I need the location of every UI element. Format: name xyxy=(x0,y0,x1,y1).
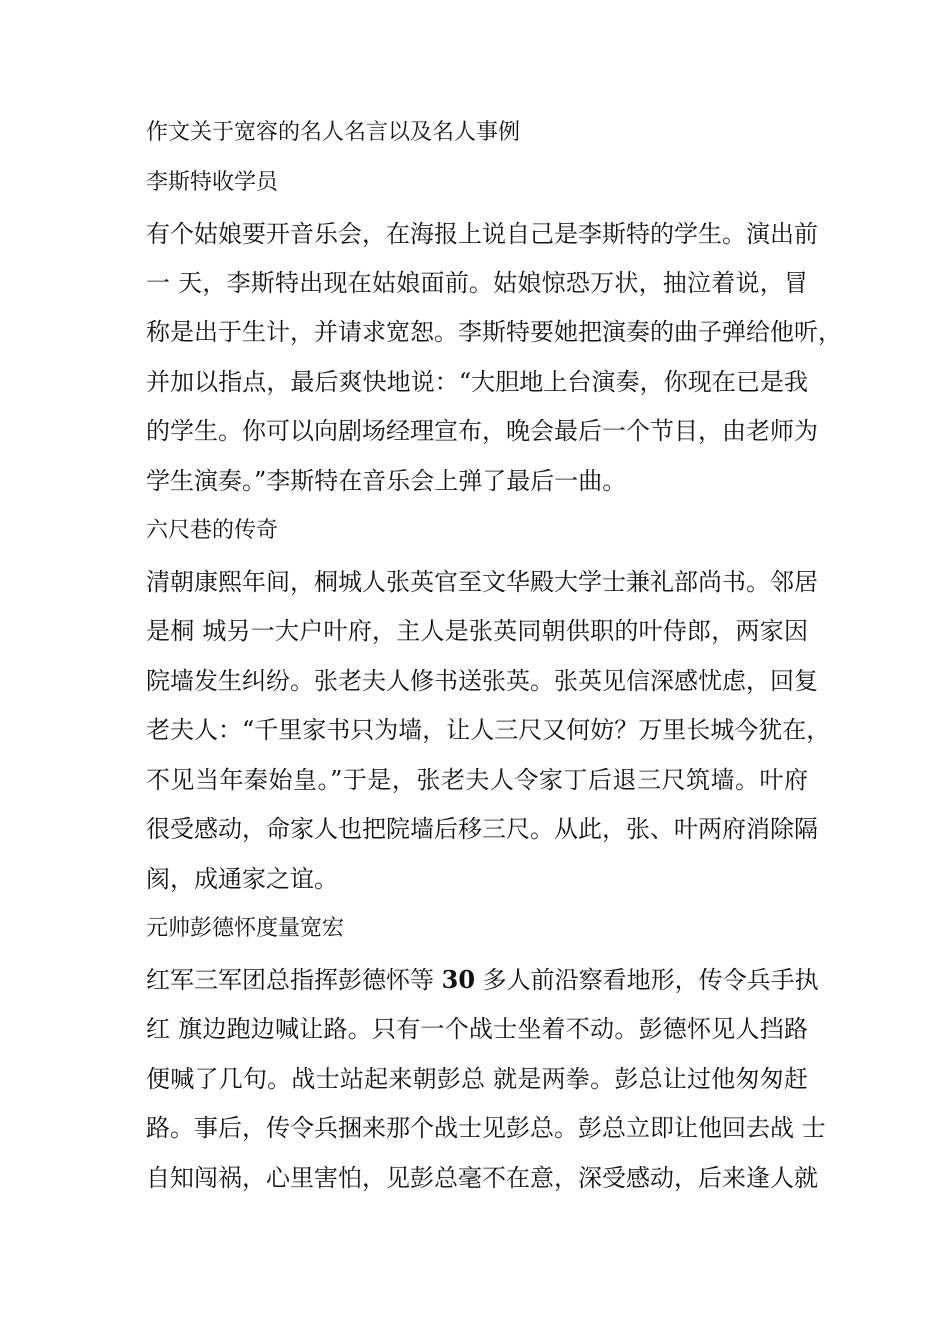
document-title: 作文关于宽容的名人名言以及名人事例 xyxy=(146,120,521,145)
paragraph-line: 是桐 城另一大户叶府，主人是张英同朝供职的叶侍郎，两家因 xyxy=(146,617,808,645)
section-heading-peng-dehuai: 元帅彭德怀度量宽宏 xyxy=(146,916,345,941)
paragraph-line: 阂，成通家之谊。 xyxy=(146,865,338,893)
paragraph-line: 并加以指点，最后爽快地说：“大胆地上台演奏，你现在已是我 xyxy=(146,368,808,396)
paragraph-line: 有个姑娘要开音乐会，在海报上说自己是李斯特的学生。演出前 xyxy=(146,220,818,248)
paragraph-line: 路。事后，传令兵捆来那个战士见彭总。彭总立即让他回去战 士 xyxy=(146,1114,826,1142)
paragraph-line: 学生演奏。”李斯特在音乐会上弹了最后一曲。 xyxy=(146,467,627,495)
paragraph-line: 的学生。你可以向剧场经理宣布，晚会最后一个节目，由老师为 xyxy=(146,417,818,445)
section-heading-liszt: 李斯特收学员 xyxy=(146,170,279,195)
paragraph-line: 不见当年秦始皇。”于是，张老夫人令家丁后退三尺筑墙。叶府 xyxy=(146,766,808,794)
line-text: 红军三军团总指挥彭德怀等 xyxy=(146,966,442,994)
number-thirty: 30 xyxy=(441,965,476,994)
line-text: 多人前沿察看地形，传令兵手执 xyxy=(475,966,819,994)
paragraph-line: 称是出于生计，并请求宽恕。李斯特要她把演奏的曲子弹给他听， xyxy=(146,318,842,346)
paragraph-line: 自知闯祸，心里害怕，见彭总毫不在意，深受感动，后来逢人就 xyxy=(146,1164,818,1192)
paragraph-line xyxy=(146,964,819,996)
section-heading-six-foot-lane: 六尺巷的传奇 xyxy=(146,518,279,543)
paragraph-line: 老夫人：“千里家书只为墙，让人三尺又何妨？万里长城今犹在， xyxy=(146,716,831,744)
paragraph-line: 院墙发生纠纷。张老夫人修书送张英。张英见信深感忧虑，回复 xyxy=(146,667,818,695)
paragraph-line: 便喊了几句。战士站起来朝彭总 就是两拳。彭总让过他匆匆赶 xyxy=(146,1065,808,1093)
paragraph-line: 一 天，李斯特出现在姑娘面前。姑娘惊恐万状，抽泣着说，冒 xyxy=(146,269,808,297)
paragraph-line: 红 旗边跑边喊让路。只有一个战士坐着不动。彭德怀见人挡路 xyxy=(146,1015,808,1043)
paragraph-line: 很受感动，命家人也把院墙后移三尺。从此，张、叶两府消除隔 xyxy=(146,815,818,843)
paragraph-line: 清朝康熙年间，桐城人张英官至文华殿大学士兼礼部尚书。邻居 xyxy=(146,568,818,596)
